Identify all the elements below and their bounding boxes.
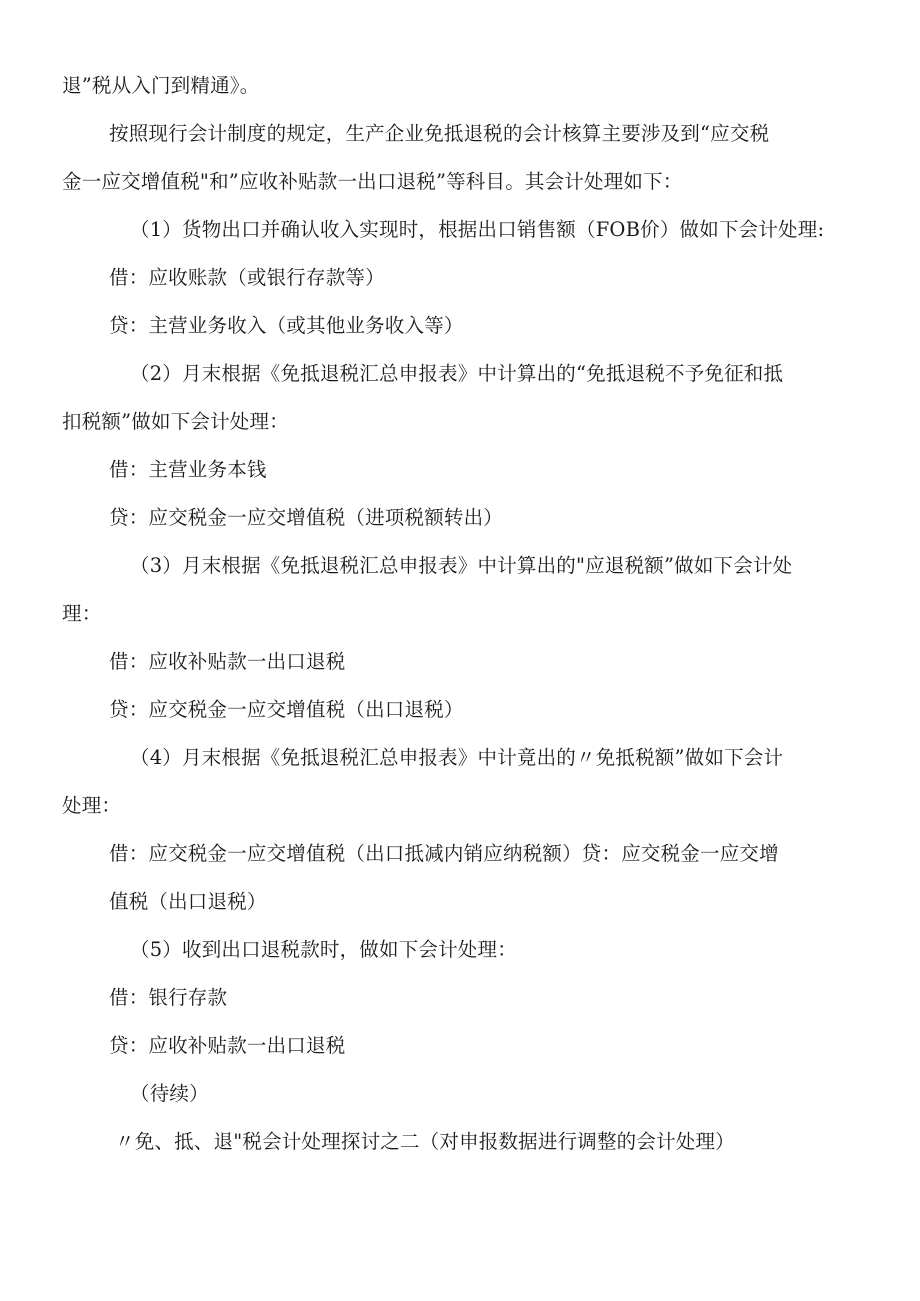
credit-entry: 贷：应交税金一应交增值税（进项税额转出）: [109, 506, 504, 529]
debit-entry: 借：应收补贴款一出口退税: [109, 650, 346, 673]
debit-entry: 借：银行存款: [109, 986, 228, 1009]
to-be-continued-note: （待续）: [130, 1082, 209, 1105]
step-1-line: （1）货物出口并确认收入实现时，根据出口销售额（FOB价）做如下会计处理:: [130, 218, 825, 241]
step-4-continuation: 处理：: [62, 794, 122, 817]
step-2-continuation: 扣税额”做如下会计处理：: [62, 410, 289, 433]
step-3-continuation: 理：: [62, 602, 102, 625]
credit-entry: 贷：应交税金一应交增值税（出口退税）: [109, 698, 464, 721]
step-4-line: （4）月末根据《免抵退税汇总申报表》中计竟出的〃免抵税额”做如下会计: [130, 746, 784, 769]
text-line: 退”税从入门到精通》。: [62, 74, 260, 97]
credit-entry: 贷：主营业务收入（或其他业务收入等）: [109, 314, 464, 337]
debit-credit-entry: 借：应交税金一应交增值税（出口抵减内销应纳税额）贷：应交税金一应交增: [109, 842, 779, 865]
step-3-line: （3）月末根据《免抵退税汇总申报表》中计算出的"应退税额”做如下会计处: [130, 554, 793, 577]
debit-entry: 借：主营业务本钱: [109, 458, 267, 481]
section-heading: 〃免、抵、退"税会计处理探讨之二（对申报数据进行调整的会计处理）: [115, 1130, 735, 1153]
credit-entry: 贷：应收补贴款一出口退税: [109, 1034, 346, 1057]
paragraph-line: 按照现行会计制度的规定，生产企业免抵退税的会计核算主要涉及到“应交税: [109, 122, 770, 145]
paragraph-line: 金一应交增值税"和”应收补贴款一出口退税”等科目。其会计处理如下：: [62, 170, 683, 193]
step-2-line: （2）月末根据《免抵退税汇总申报表》中计算出的“免抵退税不予免征和抵: [130, 362, 784, 385]
debit-entry: 借：应收账款（或银行存款等）: [109, 266, 385, 289]
entry-continuation: 值税（出口退税）: [109, 890, 267, 913]
step-5-line: （5）收到出口退税款时，做如下会计处理：: [130, 938, 517, 961]
